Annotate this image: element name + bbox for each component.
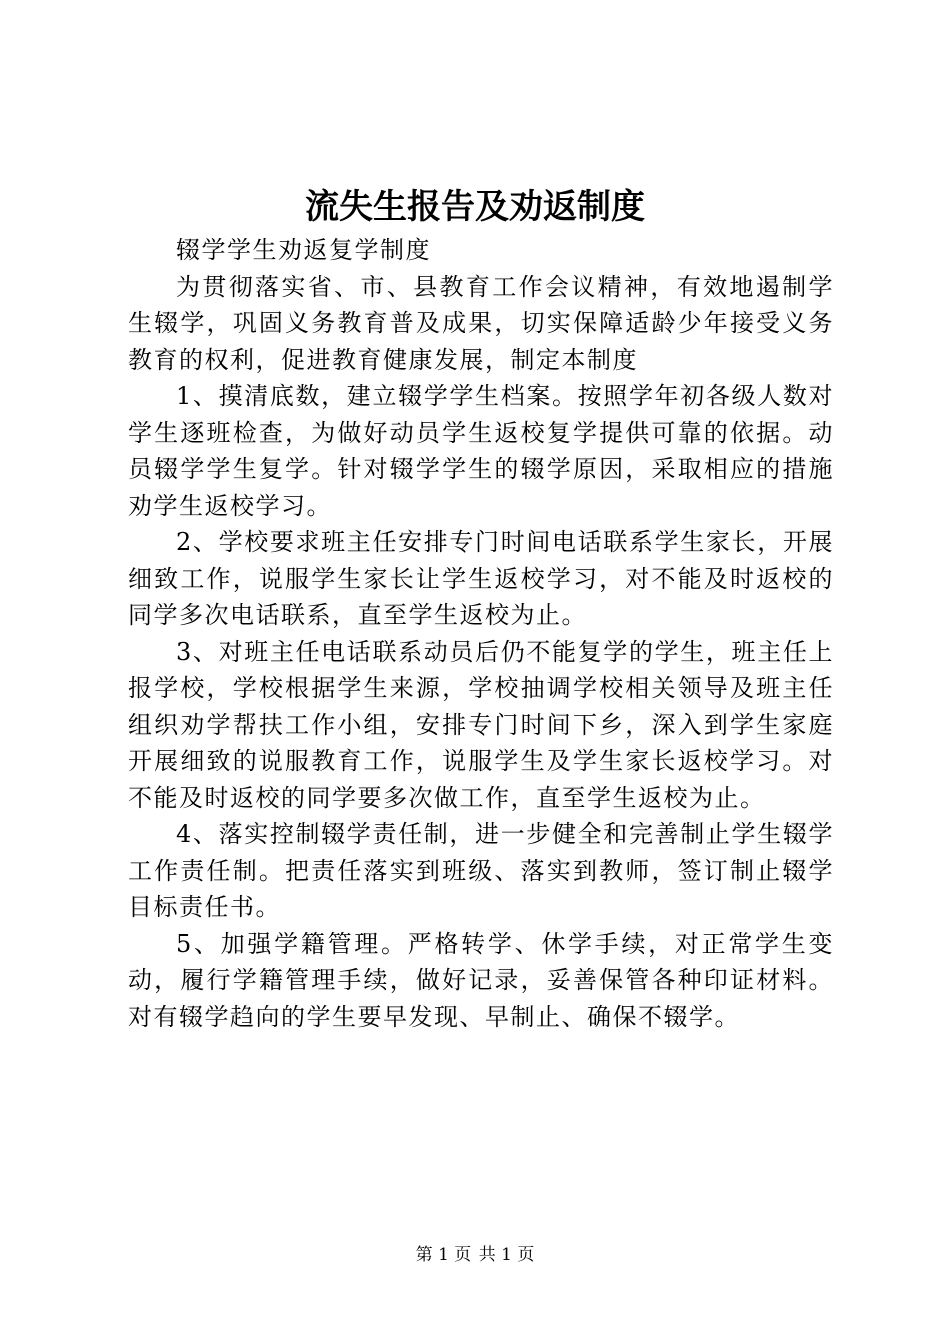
paragraph-item-2: 2、学校要求班主任安排专门时间电话联系学生家长，开展细致工作，说服学生家长让学生返校学习，对不能及时返校的同学多次电话联系，直至学生返校为止。 bbox=[128, 528, 834, 629]
page-footer bbox=[0, 1243, 950, 1267]
paragraph-item-3: 3、对班主任电话联系动员后仍不能复学的学生，班主任上报学校，学校根据学生来源，学校抽调学校相关领导及班主任组织劝学帮扶工作小组，安排专门时间下乡，深入到学生家庭开展细致的说服教育工作，说服学生及学生家长返校学习。对不能及时返校的同学要多次做工作，直至学生返校为止。 bbox=[128, 637, 834, 812]
page-total: 共 1 页 bbox=[478, 1245, 535, 1265]
page-number: 第 1 页 bbox=[415, 1245, 472, 1265]
paragraph-item-4: 4、落实控制辍学责任制，进一步健全和完善制止学生辍学工作责任制。把责任落实到班级、落实到教师，签订制止辍学目标责任书。 bbox=[128, 820, 834, 921]
paragraph-intro: 为贯彻落实省、市、县教育工作会议精神，有效地遏制学生辍学，巩固义务教育普及成果，切实保障适龄少年接受义务教育的权利，促进教育健康发展，制定本制度 bbox=[128, 272, 834, 374]
paragraph-subtitle: 辍学学生劝返复学制度 bbox=[176, 236, 431, 264]
document-title: 流失生报告及劝返制度 bbox=[305, 187, 645, 227]
paragraph-item-5: 5、加强学籍管理。严格转学、休学手续，对正常学生变动，履行学籍管理手续，做好记录，妥善保管各种印证材料。对有辍学趋向的学生要早发现、早制止、确保不辍学。 bbox=[128, 929, 834, 1031]
paragraph-item-1: 1、摸清底数，建立辍学学生档案。按照学年初各级人数对学生逐班检查，为做好动员学生返校复学提供可靠的依据。动员辍学学生复学。针对辍学学生的辍学原因，采取相应的措施劝学生返校学习。 bbox=[128, 382, 834, 520]
document-body bbox=[128, 232, 834, 1035]
